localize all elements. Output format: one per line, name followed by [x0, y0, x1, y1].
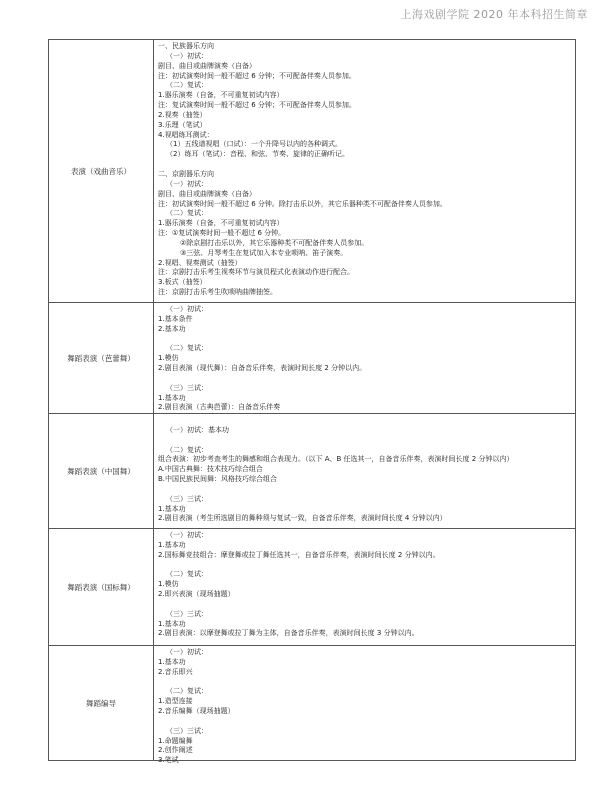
content-line: 1.命题编舞 — [158, 736, 193, 745]
content-line — [158, 160, 571, 170]
row-category: 舞蹈表演（中国舞） — [49, 414, 154, 528]
content-line — [158, 416, 571, 426]
content-line: 1.模仿 — [158, 354, 179, 363]
content-line: （二）复试： — [166, 687, 208, 696]
table-row — [49, 303, 576, 414]
table-row — [49, 529, 576, 646]
row-content — [154, 414, 576, 528]
row-content — [154, 529, 576, 645]
content-line: （三）三试： — [166, 494, 208, 503]
content-line: （一）初试： — [166, 51, 208, 60]
content-line: 2.国标舞竞技组合：摩登舞或拉丁舞任选其一，自备音乐伴奏，表演时间长度 2 分钟以内。 — [158, 550, 440, 559]
content-line: 2.视唱、视奏测试（抽签） — [158, 258, 242, 267]
content-line: 1.器乐演奏（自备，不可重复初试内容） — [158, 91, 284, 100]
content-line: 组合表演：初步考查考生的舞感和组合表现力。（以下 A、B 任选其一，自备音乐伴奏，表演时间长度 2 分钟以内） — [158, 455, 514, 464]
content-line — [158, 561, 571, 571]
content-line: 2.即兴表演（现场抽题） — [158, 590, 235, 599]
content-line: （三）三试： — [166, 609, 208, 618]
exam-table — [48, 39, 576, 765]
content-line: 1.基本功 — [158, 657, 186, 666]
content-line: 1.基本功 — [158, 393, 186, 402]
content-line: ②除京剧打击乐以外，其它乐器种类不可配备伴奏人员参加。 — [180, 238, 369, 247]
content-line — [158, 717, 571, 727]
content-line: （二）复试： — [166, 81, 208, 90]
content-line — [158, 374, 571, 384]
content-line: 2.剧目表演（古典芭蕾）：自备音乐伴奏 — [158, 403, 281, 412]
content-line: （一）初试：基本功 — [166, 425, 229, 434]
content-line: B.中国民族民间舞：风格技巧综合组合 — [158, 475, 278, 484]
content-line: 2.剧目表演：以摩登舞或拉丁舞为主体，自备音乐伴奏，表演时间长度 3 分钟以内。 — [158, 629, 419, 638]
content-line: 剧目、曲目或曲牌演奏（自备） — [158, 189, 256, 198]
content-line: （二）复试： — [166, 209, 208, 218]
content-line: （1）五线谱视唱（口试）：一个升降号以内的各种调式。 — [166, 140, 342, 149]
page-header: 上海戏剧学院 2020 年本科招生简章 — [400, 8, 588, 21]
row-category: 舞蹈表演（芭蕾舞） — [49, 303, 154, 413]
content-line: 1.基本功 — [158, 504, 186, 513]
content-line: （二）复试： — [166, 570, 208, 579]
content-line: 注：京剧打击乐考生视奏环节与演员程式化表演动作进行配合。 — [158, 268, 354, 277]
row-content — [154, 646, 576, 765]
row-content — [154, 40, 576, 302]
content-line — [158, 436, 571, 446]
content-line: （一）初试： — [166, 648, 208, 656]
content-line: 1.器乐演奏（自备，不可重复初试内容） — [158, 219, 284, 228]
row-category: 舞蹈编导 — [49, 646, 154, 760]
table-row — [49, 414, 576, 529]
content-line — [158, 678, 571, 688]
content-line: 注：①复试演奏时间一般不超过 6 分钟。 — [158, 229, 286, 238]
row-category: 表演（戏曲音乐） — [49, 40, 154, 302]
content-line: A.中国古典舞：技术技巧综合组合 — [158, 465, 263, 474]
content-line: （2）练耳（笔试）：音程、和弦、节奏、旋律的正确听记。 — [166, 150, 349, 159]
content-line: 3.乐理（笔试） — [158, 120, 207, 129]
content-line: 注：复试演奏时间一般不超过 6 分钟；不可配备伴奏人员参加。 — [158, 101, 356, 110]
row-category: 舞蹈表演（国标舞） — [49, 529, 154, 645]
content-line: （三）三试： — [166, 383, 208, 392]
content-line: 注：初试演奏时间一般不超过 6 分钟。除打击乐以外，其它乐器种类不可配备伴奏人员参加。 — [158, 199, 447, 208]
content-line: （二）复试： — [166, 344, 208, 353]
content-line: 二、京剧器乐方向 — [158, 169, 214, 178]
content-line — [158, 335, 571, 345]
content-line: ③三弦、月琴考生在复试加入本专业唢呐、笛子演奏。 — [180, 248, 348, 257]
content-line: 2.基本功 — [158, 324, 186, 333]
table-row — [49, 40, 576, 303]
content-line: 1.造型连接 — [158, 697, 193, 706]
content-line: 一、民族器乐方向 — [158, 42, 214, 50]
content-line: 2.创作阐述 — [158, 746, 193, 755]
content-line: （一）初试： — [166, 179, 208, 188]
content-line: 1.基本功 — [158, 619, 186, 628]
content-line: （三）三试： — [166, 726, 208, 735]
content-line — [158, 485, 571, 495]
content-line: 2.视奏（抽签） — [158, 110, 207, 119]
content-line: 3.板式（抽签） — [158, 278, 207, 287]
content-line — [158, 600, 571, 610]
content-line: 2.音乐编舞（现场抽题） — [158, 707, 235, 716]
row-content — [154, 303, 576, 413]
content-line: 1.基本功 — [158, 540, 186, 549]
content-line: 注：初试演奏时间一般不超过 6 分钟；不可配备伴奏人员参加。 — [158, 71, 356, 80]
content-line: （一）初试： — [166, 305, 208, 313]
content-line: 4.视唱练耳测试： — [158, 130, 214, 139]
content-line: （一）初试： — [166, 531, 208, 539]
content-line: （二）复试： — [166, 445, 208, 454]
content-line: 2.音乐即兴 — [158, 667, 193, 676]
table-row — [49, 646, 576, 765]
content-line: 3.笔试 — [158, 756, 179, 765]
content-line: 剧目、曲目或曲牌演奏（自备） — [158, 61, 256, 70]
content-line: 1.模仿 — [158, 580, 179, 589]
content-line: 2.剧目表演（考生所选剧目的舞种须与复试一致，自备音乐伴奏，表演时间长度 4 分钟以内） — [158, 514, 447, 523]
content-line: 1.基本条件 — [158, 314, 193, 323]
content-line: 注：京剧打击乐考生吹唢呐曲牌抽签。 — [158, 288, 277, 297]
content-line: 2.剧目表演（现代舞）：自备音乐伴奏，表演时间长度 2 分钟以内。 — [158, 364, 367, 373]
